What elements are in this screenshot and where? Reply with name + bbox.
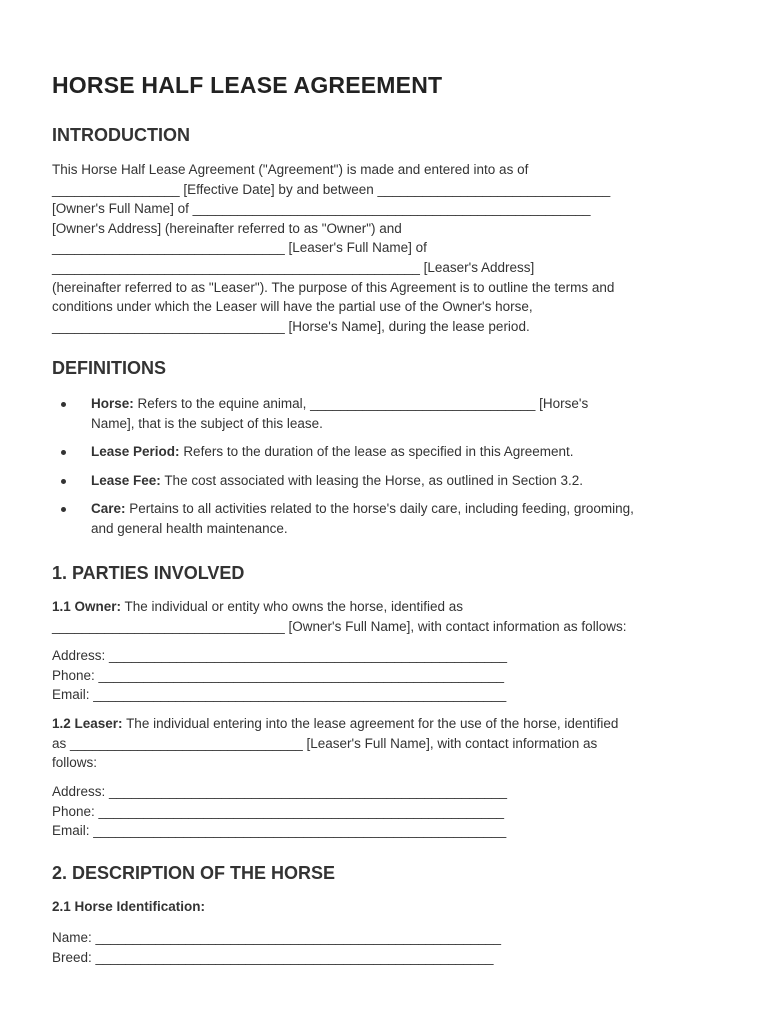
- owner-text: The individual or entity who owns the horse, identified as: [124, 599, 463, 614]
- text-line: _______________________________ [Leaser's Full Name] of: [52, 240, 427, 256]
- owner-email-field: Email: _______________________________________________________: [52, 687, 507, 703]
- document-title: HORSE HALF LEASE AGREEMENT: [52, 72, 443, 98]
- bullet-icon: [61, 507, 66, 512]
- definition-term: Lease Fee:: [91, 472, 161, 488]
- definition-term: Lease Period:: [91, 444, 180, 460]
- bullet-icon: [61, 402, 66, 407]
- owner-label: 1.1 Owner:: [52, 599, 122, 614]
- text-line: conditions under which the Leaser will have the partial use of the Owner's horse,: [52, 299, 533, 315]
- definitions-heading: DEFINITIONS: [52, 358, 167, 378]
- horse-identification-subheading: 2.1 Horse Identification:: [52, 899, 206, 914]
- leaser-label: 1.2 Leaser:: [52, 716, 123, 731]
- text-line: [Owner's Address] (hereinafter referred to as "Owner") and: [52, 220, 402, 236]
- owner-contact-fields: [52, 646, 717, 705]
- introduction-heading: INTRODUCTION: [52, 125, 190, 145]
- text-line: [Owner's Full Name] of _____________________________________________________: [52, 201, 591, 217]
- definition-term: Care:: [91, 501, 126, 517]
- definitions-list: [52, 394, 717, 539]
- list-item: [52, 499, 717, 538]
- list-item: [52, 394, 717, 433]
- leaser-text: follows:: [52, 755, 98, 771]
- owner-phone-field: Phone: ______________________________________________________: [52, 667, 504, 683]
- horse-name-field: Name: ______________________________________________________: [52, 930, 501, 945]
- leaser-contact-fields: [52, 782, 717, 841]
- introduction-paragraph: [52, 160, 717, 336]
- definition-text: Refers to the duration of the lease as specified in this Agreement.: [183, 444, 574, 460]
- leaser-paragraph: [52, 714, 717, 773]
- leaser-address-field: Address: _____________________________________________________: [52, 784, 507, 799]
- definition-text: The cost associated with leasing the Horse, as outlined in Section 3.2.: [164, 472, 584, 488]
- leaser-email-field: Email: _______________________________________________________: [52, 823, 507, 839]
- owner-text: _______________________________ [Owner's Full Name], with contact information as follows:: [52, 618, 627, 634]
- definition-text: Name], that is the subject of this lease.: [91, 415, 323, 431]
- parties-heading: 1. PARTIES INVOLVED: [52, 563, 245, 583]
- definition-text: Refers to the equine animal, ______________________________ [Horse's: [137, 396, 589, 411]
- horse-identification-fields: [52, 928, 717, 967]
- leaser-text: The individual entering into the lease agreement for the use of the horse, identified: [126, 716, 619, 731]
- owner-address-field: Address: _____________________________________________________: [52, 648, 507, 663]
- owner-paragraph: [52, 597, 717, 636]
- horse-description-heading: 2. DESCRIPTION OF THE HORSE: [52, 863, 336, 883]
- text-line: This Horse Half Lease Agreement ("Agreement") is made and entered into as of: [52, 162, 529, 177]
- bullet-icon: [61, 450, 66, 455]
- text-line: _________________________________________________ [Leaser's Address]: [52, 259, 535, 275]
- bullet-icon: [61, 479, 66, 484]
- leaser-text: as _______________________________ [Leaser's Full Name], with contact information as: [52, 735, 598, 751]
- definition-text: and general health maintenance.: [91, 520, 288, 536]
- text-line: _________________ [Effective Date] by and between _______________________________: [52, 181, 611, 197]
- text-line: (hereinafter referred to as "Leaser"). The purpose of this Agreement is to outline the terms and: [52, 279, 615, 295]
- horse-breed-field: Breed: _____________________________________________________: [52, 949, 494, 965]
- list-item: [52, 471, 717, 491]
- list-item: [52, 442, 717, 462]
- definition-term: Horse:: [91, 396, 134, 411]
- leaser-phone-field: Phone: ______________________________________________________: [52, 803, 504, 819]
- definition-text: Pertains to all activities related to the horse's daily care, including feeding, grooming,: [129, 501, 634, 517]
- text-line: _______________________________ [Horse's Name], during the lease period.: [52, 318, 530, 334]
